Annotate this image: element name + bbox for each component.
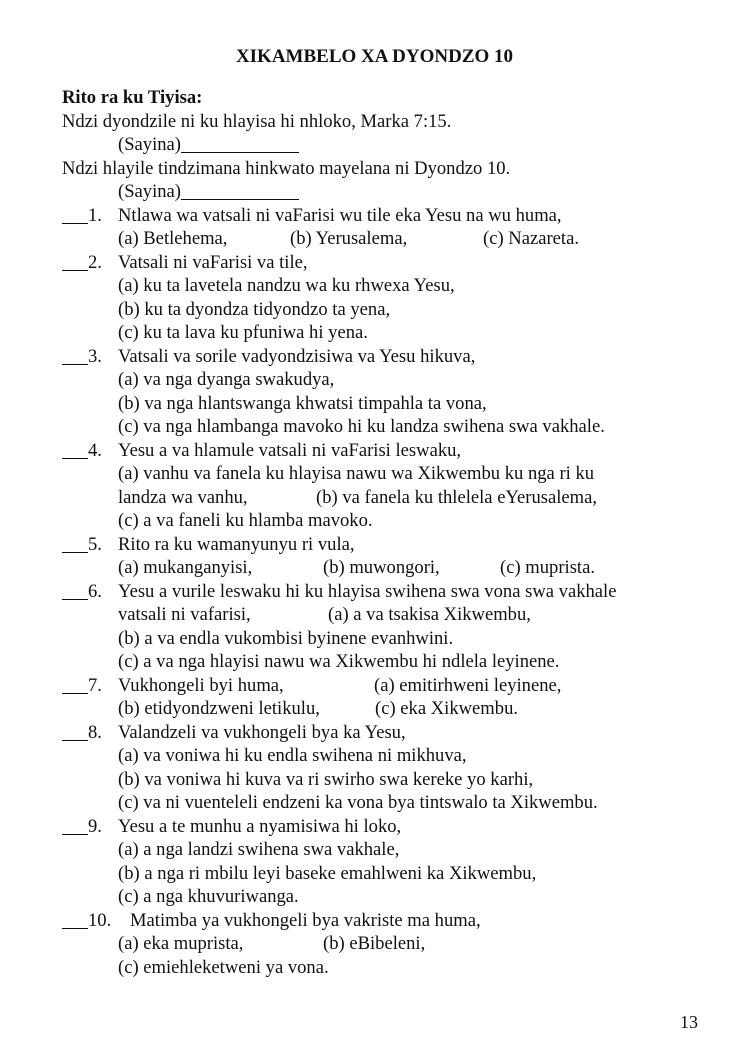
option-a: (a) eka muprista, — [118, 933, 244, 954]
pledge-heading-text: Rito ra ku Tiyisa: — [62, 87, 203, 108]
option-b: (b) a va endla vukombisi byinene evanhwini. — [118, 627, 454, 649]
answer-blank[interactable] — [62, 674, 88, 694]
option-b: (b) eBibeleni, — [323, 933, 426, 954]
answer-blank[interactable] — [62, 580, 88, 600]
statement-text: Ndzi hlayile tindzimana hinkwato mayelana ni Dyondzo 10. — [62, 157, 511, 179]
question-3 — [62, 345, 722, 369]
option-a: (a) a nga landzi swihena swa vakhale, — [118, 839, 400, 860]
option-b: (b) etidyondzweni letikulu, — [118, 698, 320, 719]
question-number: 4. — [88, 439, 102, 461]
option-c: (c) a va nga hlayisi nawu wa Xikwembu hi ndlela leyinene. — [118, 651, 560, 672]
option-b: (b) muwongori, — [323, 557, 440, 578]
question-number: 3. — [88, 345, 102, 367]
option-c: (c) ku ta lava ku pfuniwa hi yena. — [118, 322, 368, 343]
question-stem: Yesu a vurile leswaku hi ku hlayisa swihena swa vona swa vakhale — [118, 580, 617, 602]
option-a: (a) va voniwa hi ku endla swihena ni mikhuva, — [118, 745, 467, 766]
question-1 — [62, 204, 722, 228]
signature-label: (Sayina) — [118, 134, 181, 155]
question-stem: Ntlawa wa vatsali ni vaFarisi wu tile eka Yesu na wu huma, — [118, 204, 562, 226]
question-stem: Vatsali va sorile vadyondzisiwa va Yesu hikuva, — [118, 345, 476, 367]
signature-field-2[interactable] — [181, 180, 299, 200]
answer-blank[interactable] — [62, 815, 88, 835]
signature-row-1 — [62, 133, 722, 157]
question-stem: Vatsali ni vaFarisi va tile, — [118, 251, 308, 273]
question-number: 9. — [88, 815, 102, 837]
pledge-statement-1 — [62, 110, 722, 134]
signature-label: (Sayina) — [118, 181, 181, 202]
question-stem: Valandzeli va vukhongeli bya ka Yesu, — [118, 721, 406, 743]
option-b: (b) a nga ri mbilu leyi baseke emahlweni ka Xikwembu, — [118, 862, 537, 884]
answer-blank[interactable] — [62, 204, 88, 224]
option-b: (b) va nga hlantswanga khwatsi timpahla ta vona, — [118, 392, 487, 414]
option-a: (a) mukanganyisi, — [118, 557, 253, 578]
page-title: XIKAMBELO XA DYONDZO 10 — [235, 46, 514, 67]
question-7 — [62, 674, 722, 698]
page-number: 13 — [680, 1012, 698, 1032]
option-c: (c) a va faneli ku hlamba mavoko. — [118, 510, 373, 531]
answer-blank[interactable] — [62, 439, 88, 459]
answer-blank[interactable] — [62, 533, 88, 553]
answer-blank[interactable] — [62, 721, 88, 741]
question-stem: Yesu a va hlamule vatsali ni vaFarisi leswaku, — [118, 439, 462, 461]
option-c: (c) va nga hlambanga mavoko hi ku landza swihena swa vakhale. — [118, 416, 605, 437]
question-10 — [62, 909, 722, 933]
option-c: (c) a nga khuvuriwanga. — [118, 886, 299, 907]
question-number: 7. — [88, 674, 102, 696]
option-a: (a) ku ta lavetela nandzu wa ku rhwexa Yesu, — [118, 275, 455, 296]
question-9 — [62, 815, 722, 839]
question-stem: Matimba ya vukhongeli bya vakriste ma huma, — [130, 909, 481, 931]
question-stem: Vukhongeli byi huma, — [118, 674, 284, 696]
question-number: 1. — [88, 204, 102, 226]
answer-blank[interactable] — [62, 345, 88, 365]
pledge-heading — [62, 86, 722, 110]
option-c: (c) emiehleketweni ya vona. — [118, 956, 329, 978]
question-number: 6. — [88, 580, 102, 602]
answer-blank[interactable] — [62, 909, 88, 929]
option-a: (a) va nga dyanga swakudya, — [118, 369, 335, 390]
question-number: 8. — [88, 721, 102, 743]
option-a-continued: landza wa vanhu, — [118, 486, 248, 508]
question-number: 10. — [88, 909, 112, 931]
option-b: (b) Yerusalema, — [290, 228, 408, 249]
question-stem: Yesu a te munhu a nyamisiwa hi loko, — [118, 815, 402, 837]
option-a: (a) a va tsakisa Xikwembu, — [328, 604, 531, 625]
answer-blank[interactable] — [62, 251, 88, 271]
option-a: (a) emitirhweni leyinene, — [374, 674, 562, 696]
statement-text: Ndzi dyondzile ni ku hlayisa hi nhloko, Marka 7:15. — [62, 110, 452, 132]
question-8 — [62, 721, 722, 745]
worksheet-body — [62, 86, 722, 979]
option-a: (a) Betlehema, — [118, 228, 228, 249]
question-4 — [62, 439, 722, 463]
option-a: (a) vanhu va fanela ku hlayisa nawu wa Xikwembu ku nga ri ku — [118, 463, 595, 484]
option-b: (b) va voniwa hi kuva va ri swirho swa kereke yo karhi, — [118, 768, 534, 790]
pledge-statement-2 — [62, 157, 722, 181]
question-number: 2. — [88, 251, 102, 273]
signature-field-1[interactable] — [181, 133, 299, 153]
signature-row-2 — [62, 180, 722, 204]
question-5 — [62, 533, 722, 557]
question-2 — [62, 251, 722, 275]
option-c: (c) eka Xikwembu. — [375, 698, 519, 719]
question-number: 5. — [88, 533, 102, 555]
option-b: (b) ku ta dyondza tidyondzo ta yena, — [118, 298, 391, 320]
option-c: (c) Nazareta. — [483, 228, 579, 249]
option-b: (b) va fanela ku thlelela eYerusalema, — [316, 486, 598, 508]
option-c: (c) va ni vuenteleli endzeni ka vona bya tintswalo ta Xikwembu. — [118, 792, 598, 813]
question-stem: Rito ra ku wamanyunyu ri vula, — [118, 533, 355, 555]
question-stem-continued: vatsali ni vafarisi, — [118, 604, 251, 625]
options-row — [62, 227, 722, 251]
question-6 — [62, 580, 722, 604]
option-c: (c) muprista. — [500, 557, 596, 578]
